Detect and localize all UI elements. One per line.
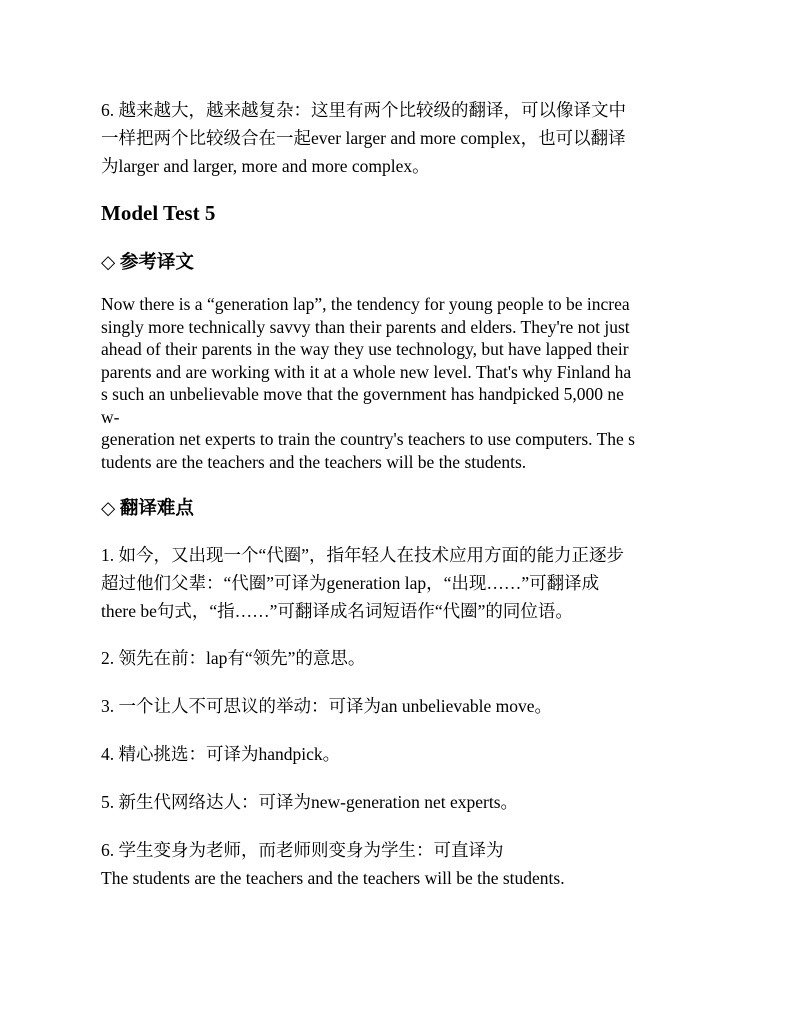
previous-item-6: 6. 越来越大，越来越复杂：这里有两个比较级的翻译，可以像译文中 一样把两个比较级合在一起ever larger and more complex，也可以翻译 为larger and larger, more and more complex。 [101, 100, 626, 176]
model-test-title: Model Test 5 [101, 201, 216, 225]
reference-translation-text: Now there is a “generation lap”, the tendency for young people to be increa singly more technically savvy than their parents and elders. They're not just ahead of their parents in the way they use technology, but have lapped their parents and are working with it at a whole new level. That's why Finland ha s such an unbelievable move that the government has handpicked 5,000 ne w- generation net experts to train the country's teachers to use computers. The s tudents are the teachers and the teachers will be the students. [101, 294, 635, 472]
difficulty-item-4: 4. 精心挑选：可译为handpick。 [101, 744, 341, 764]
reference-translation-heading: ◇ 参考译文 [101, 253, 194, 273]
difficulty-item-2: 2. 领先在前：lap有“领先”的意思。 [101, 648, 366, 668]
difficulty-item-1: 1. 如今，又出现一个“代圈”，指年轻人在技术应用方面的能力正逐步 超过他们父辈：“代圈”可译为generation lap，“出现……”可翻译成 there be句式，“指……”可翻译成名词短语作“代圈”的同位语。 [101, 545, 625, 621]
difficulty-item-5: 5. 新生代网络达人：可译为new-generation net experts。 [101, 792, 518, 812]
document-page [101, 96, 701, 892]
difficulty-item-3: 3. 一个让人不可思议的举动：可译为an unbelievable move。 [101, 696, 553, 716]
difficulty-item-6: 6. 学生变身为老师，而老师则变身为学生：可直译为 The students are the teachers and the teachers will be the students. [101, 840, 565, 888]
difficulties-heading: ◇ 翻译难点 [101, 499, 194, 519]
